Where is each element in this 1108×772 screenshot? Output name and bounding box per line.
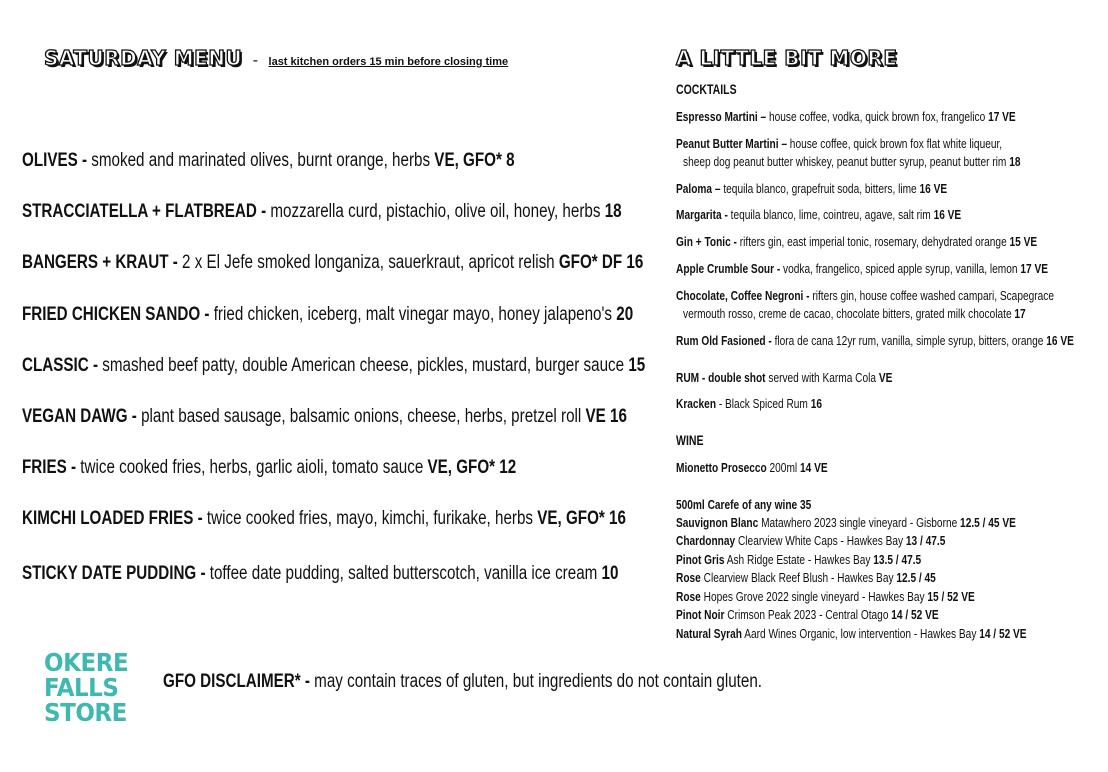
cocktail-item: Espresso Martini – house coffee, vodka, quick brown fox, frangelico 17 VE bbox=[676, 109, 1016, 124]
disclaimer-text: may contain traces of gluten, but ingredients do not contain gluten. bbox=[309, 671, 763, 692]
wine-item: Pinot Noir Crimson Peak 2023 - Central Otago 14 / 52 VE bbox=[676, 607, 939, 622]
menu-item: STRACCIATELLA + FLATBREAD - mozzarella curd, pistachio, olive oil, honey, herbs 18 bbox=[22, 201, 622, 222]
cocktails-header: COCKTAILS bbox=[676, 82, 737, 97]
cocktail-item-continued: vermouth rosso, creme de cacao, chocolate bitters, grated milk chocolate 17 bbox=[683, 306, 1026, 321]
wine-item: Pinot Gris Ash Ridge Estate - Hawkes Bay 13.5 / 47.5 bbox=[676, 552, 922, 567]
wine-item: Rose Hopes Grove 2022 single vineyard - Hawkes Bay 15 / 52 VE bbox=[676, 589, 975, 604]
menu-item: KIMCHI LOADED FRIES - twice cooked fries, mayo, kimchi, furikake, herbs VE, GFO* 16 bbox=[22, 508, 626, 529]
drinks-title bbox=[676, 46, 898, 70]
okere-falls-store-logo: OKERE FALLS STORE bbox=[44, 648, 129, 727]
gfo-disclaimer bbox=[163, 671, 762, 693]
rum-item: RUM - double shot served with Karma Cola VE bbox=[676, 370, 893, 385]
menu-title bbox=[44, 46, 508, 70]
kitchen-orders-note: last kitchen orders 15 min before closing time bbox=[268, 56, 509, 68]
cocktail-item: Chocolate, Coffee Negroni - rifters gin, house coffee washed campari, Scapegrace bbox=[676, 288, 1054, 303]
menu-item: FRIES - twice cooked fries, herbs, garlic aioli, tomato sauce VE, GFO* 12 bbox=[22, 457, 517, 478]
title-dash: - bbox=[252, 52, 259, 69]
wine-item: Sauvignon Blanc Matawhero 2023 single vineyard - Gisborne 12.5 / 45 VE bbox=[676, 515, 1016, 530]
cocktail-item: Rum Old Fasioned - flora de cana 12yr rum, vanilla, simple syrup, bitters, orange 16 VE bbox=[676, 333, 1074, 348]
menu-item: STICKY DATE PUDDING - toffee date pudding, salted butterscotch, vanilla ice cream 10 bbox=[22, 563, 619, 584]
cocktail-item: Apple Crumble Sour - vodka, frangelico, spiced apple syrup, vanilla, lemon 17 VE bbox=[676, 261, 1048, 276]
menu-item: BANGERS + KRAUT - 2 x El Jefe smoked longaniza, sauerkraut, apricot relish GFO* DF 16 bbox=[22, 252, 644, 273]
prosecco-item: Mionetto Prosecco 200ml 14 VE bbox=[676, 460, 828, 475]
drinks-heading: A LITTLE BIT MORE bbox=[676, 46, 898, 70]
cocktail-item: Margarita - tequila blanco, lime, cointreu, agave, salt rim 16 VE bbox=[676, 207, 962, 222]
cocktail-item-continued: sheep dog peanut butter whiskey, peanut butter syrup, peanut butter rim 18 bbox=[683, 154, 1021, 169]
cocktail-item: Paloma – tequila blanco, grapefruit soda, bitters, lime 16 VE bbox=[676, 181, 948, 196]
carafe-line: 500ml Carefe of any wine 35 bbox=[676, 497, 812, 512]
wine-header: WINE bbox=[676, 433, 704, 448]
menu-item: VEGAN DAWG - plant based sausage, balsamic onions, cheese, herbs, pretzel roll VE 16 bbox=[22, 406, 627, 427]
cocktail-item: Gin + Tonic - rifters gin, east imperial tonic, rosemary, dehydrated orange 15 VE bbox=[676, 234, 1038, 249]
cocktail-item: Peanut Butter Martini – house coffee, quick brown fox flat white liqueur, bbox=[676, 136, 1003, 151]
menu-heading: SATURDAY MENU bbox=[44, 46, 243, 70]
menu-item: FRIED CHICKEN SANDO - fried chicken, iceberg, malt vinegar mayo, honey jalapeno's 20 bbox=[22, 304, 634, 325]
wine-item: Chardonnay Clearview White Caps - Hawkes Bay 13 / 47.5 bbox=[676, 533, 946, 548]
menu-item: OLIVES - smoked and marinated olives, burnt orange, herbs VE, GFO* 8 bbox=[22, 150, 515, 171]
menu-item: CLASSIC - smashed beef patty, double American cheese, pickles, mustard, burger sauce 15 bbox=[22, 355, 646, 376]
wine-item: Rose Clearview Black Reef Blush - Hawkes Bay 12.5 / 45 bbox=[676, 570, 936, 585]
disclaimer-label: GFO DISCLAIMER* - bbox=[163, 671, 310, 692]
wine-item: Natural Syrah Aard Wines Organic, low intervention - Hawkes Bay 14 / 52 VE bbox=[676, 626, 1027, 641]
kracken-item: Kracken - Black Spiced Rum 16 bbox=[676, 396, 822, 411]
